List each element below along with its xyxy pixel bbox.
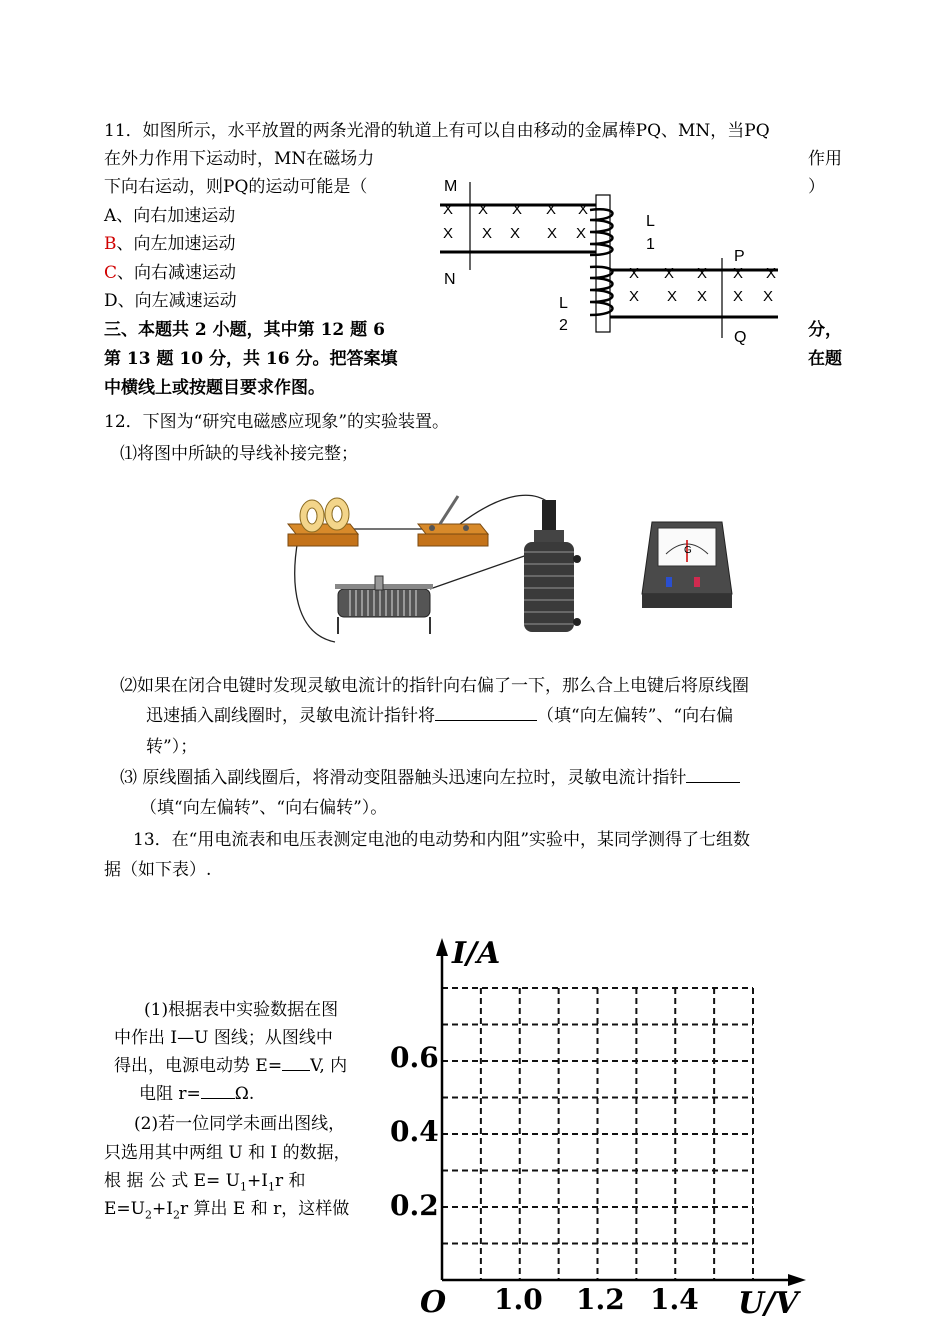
q11-option-c-letter: C bbox=[104, 263, 118, 283]
section3-line2-right: 在题 bbox=[808, 349, 842, 369]
q13-p1-line3-b: V, 内 bbox=[310, 1056, 348, 1076]
q13-p2-line1: (2)若一位同学未画出图线， bbox=[134, 1114, 346, 1134]
field-cross: X bbox=[733, 288, 744, 305]
q13-p2-line4-c: r 算出 E 和 r，这样做 bbox=[179, 1199, 350, 1219]
q12-part2-line3: 转”）； bbox=[146, 737, 198, 757]
field-cross: X bbox=[763, 288, 774, 305]
q12-part3-line2: （填“向左偏转”、“向右偏转”）。 bbox=[140, 798, 388, 818]
field-cross: X bbox=[546, 201, 557, 218]
label-m: M bbox=[444, 178, 458, 195]
q12-part2-line2-b: （填“向左偏转”、“向右偏 bbox=[537, 706, 734, 726]
q12-part1: ⑴将图中所缺的导线补接完整； bbox=[120, 444, 358, 464]
field-cross: X bbox=[697, 265, 708, 282]
x-tick-label: 1.2 bbox=[576, 1283, 625, 1316]
x-tick-label: 1.0 bbox=[494, 1283, 543, 1316]
section3-line3: 中横线上或按题目要求作图。 bbox=[104, 378, 325, 398]
answer-blank[interactable] bbox=[686, 764, 740, 783]
field-cross: X bbox=[443, 225, 454, 242]
label-q: Q bbox=[734, 329, 747, 346]
q13-p2-line3-c: r 和 bbox=[274, 1171, 306, 1191]
q12-part2-line1: ⑵如果在闭合电键时发现灵敏电流计的指针向右偏了一下，那么合上电键后将原线圈 bbox=[120, 676, 749, 696]
subscript: 2 bbox=[144, 1208, 152, 1222]
q13-p1-line4-b: Ω. bbox=[234, 1084, 255, 1104]
label-l1-letter: L bbox=[646, 213, 655, 230]
field-cross: X bbox=[733, 265, 744, 282]
galvanometer-label: G bbox=[684, 545, 692, 556]
q13-p2-line2: 只选用其中两组 U 和 I 的数据， bbox=[104, 1143, 351, 1163]
switch-board bbox=[418, 496, 488, 546]
x-axis-arrow bbox=[788, 1274, 806, 1286]
q11-option-c-text: 、向右减速运动 bbox=[117, 263, 237, 283]
q11-line3-right: ） bbox=[808, 177, 825, 197]
answer-blank[interactable] bbox=[435, 702, 537, 721]
subscript: 2 bbox=[172, 1208, 180, 1222]
q13-p1-line3 bbox=[114, 1052, 347, 1080]
section3-line1-left: 三、本题共 2 小题，其中第 12 题 6 bbox=[104, 320, 385, 340]
q13-line2: 据（如下表）. bbox=[104, 860, 212, 880]
q11-option-b bbox=[104, 230, 236, 258]
q13-line1: 13．在“用电流表和电压表测定电池的电动势和内阻”实验中，某同学测得了七组数 bbox=[133, 830, 751, 850]
section3-line1-right: 分， bbox=[808, 320, 842, 340]
field-cross: X bbox=[578, 201, 589, 218]
q13-p1-line4 bbox=[139, 1080, 254, 1108]
q12-title: 12．下图为“研究电磁感应现象”的实验装置。 bbox=[104, 412, 450, 432]
label-l2-number: 2 bbox=[559, 317, 568, 334]
field-cross: X bbox=[443, 201, 454, 218]
field-cross: X bbox=[667, 288, 678, 305]
field-cross: X bbox=[512, 201, 523, 218]
q11-line3-left: 下向右运动，则PQ的运动可能是（ bbox=[104, 177, 368, 197]
subscript: 1 bbox=[240, 1180, 247, 1194]
grid-lines bbox=[442, 988, 753, 1280]
q11-option-d: D、向左减速运动 bbox=[104, 291, 237, 311]
field-cross: X bbox=[664, 265, 675, 282]
y-axis-arrow bbox=[436, 938, 448, 956]
label-p: P bbox=[734, 248, 745, 265]
battery-box bbox=[288, 498, 358, 546]
emf-blank[interactable] bbox=[282, 1052, 310, 1071]
field-cross: X bbox=[576, 225, 587, 242]
field-cross: X bbox=[766, 265, 777, 282]
field-cross: X bbox=[629, 288, 640, 305]
q11-option-b-text: 、向左加速运动 bbox=[116, 234, 236, 254]
label-l2-letter: L bbox=[559, 295, 568, 312]
q11-option-c bbox=[104, 259, 236, 287]
q12-part3-line1-text: ⑶ 原线圈插入副线圈后，将滑动变阻器触头迅速向左拉时，灵敏电流计指针 bbox=[120, 768, 687, 788]
field-cross: X bbox=[478, 201, 489, 218]
galvanometer bbox=[642, 522, 732, 608]
field-cross: X bbox=[482, 225, 493, 242]
field-cross: X bbox=[697, 288, 708, 305]
q11-line1: 11．如图所示，水平放置的两条光滑的轨道上有可以自由移动的金属棒PQ、MN，当PQ bbox=[104, 121, 770, 141]
subscript: 1 bbox=[267, 1180, 275, 1194]
label-l1-number: 1 bbox=[646, 236, 655, 253]
q13-p2-line3-a: 根 据 公 式 E= U bbox=[104, 1171, 240, 1191]
origin-label: O bbox=[420, 1285, 447, 1320]
label-n: N bbox=[444, 271, 456, 288]
q11-line2-left: 在外力作用下运动时，MN在磁场力 bbox=[104, 149, 375, 169]
q12-part3-line1 bbox=[120, 764, 740, 792]
q11-option-b-letter: B bbox=[104, 234, 117, 254]
q12-part2-line2 bbox=[146, 702, 733, 730]
q13-p1-line3-a: 得出，电源电动势 E= bbox=[114, 1056, 283, 1076]
y-tick-label: 0.6 bbox=[390, 1041, 439, 1074]
induction-apparatus-figure bbox=[280, 484, 750, 656]
rheostat bbox=[335, 576, 433, 634]
q11-option-a: A、向右加速运动 bbox=[104, 206, 236, 226]
coil-assembly bbox=[524, 500, 581, 632]
q13-p2-line4-a: E=U bbox=[104, 1199, 145, 1219]
x-axis-label: U/V bbox=[738, 1286, 799, 1321]
field-cross: X bbox=[510, 225, 521, 242]
q13-p1-line2: 中作出 I—U 图线；从图线中 bbox=[114, 1028, 333, 1048]
resistance-blank[interactable] bbox=[201, 1080, 235, 1099]
q12-part2-line2-a: 迅速插入副线圈时，灵敏电流计指针将 bbox=[146, 706, 435, 726]
field-cross: X bbox=[547, 225, 558, 242]
q13-p2-line4-b: +I bbox=[151, 1199, 173, 1219]
q13-p1-line4-a: 电阻 r= bbox=[139, 1084, 201, 1104]
y-axis-label: I/A bbox=[452, 936, 501, 971]
field-cross: X bbox=[629, 265, 640, 282]
x-tick-label: 1.4 bbox=[650, 1283, 699, 1316]
y-tick-label: 0.2 bbox=[390, 1189, 439, 1222]
y-tick-label: 0.4 bbox=[390, 1115, 439, 1148]
q13-p1-line1: (1)根据表中实验数据在图 bbox=[144, 1000, 339, 1020]
q11-line2-right: 作用 bbox=[808, 149, 842, 169]
q13-p2-line4 bbox=[104, 1195, 349, 1229]
q13-p2-line3-b: +I bbox=[247, 1171, 268, 1191]
section3-line2-left: 第 13 题 10 分，共 16 分。把答案填 bbox=[104, 349, 398, 369]
